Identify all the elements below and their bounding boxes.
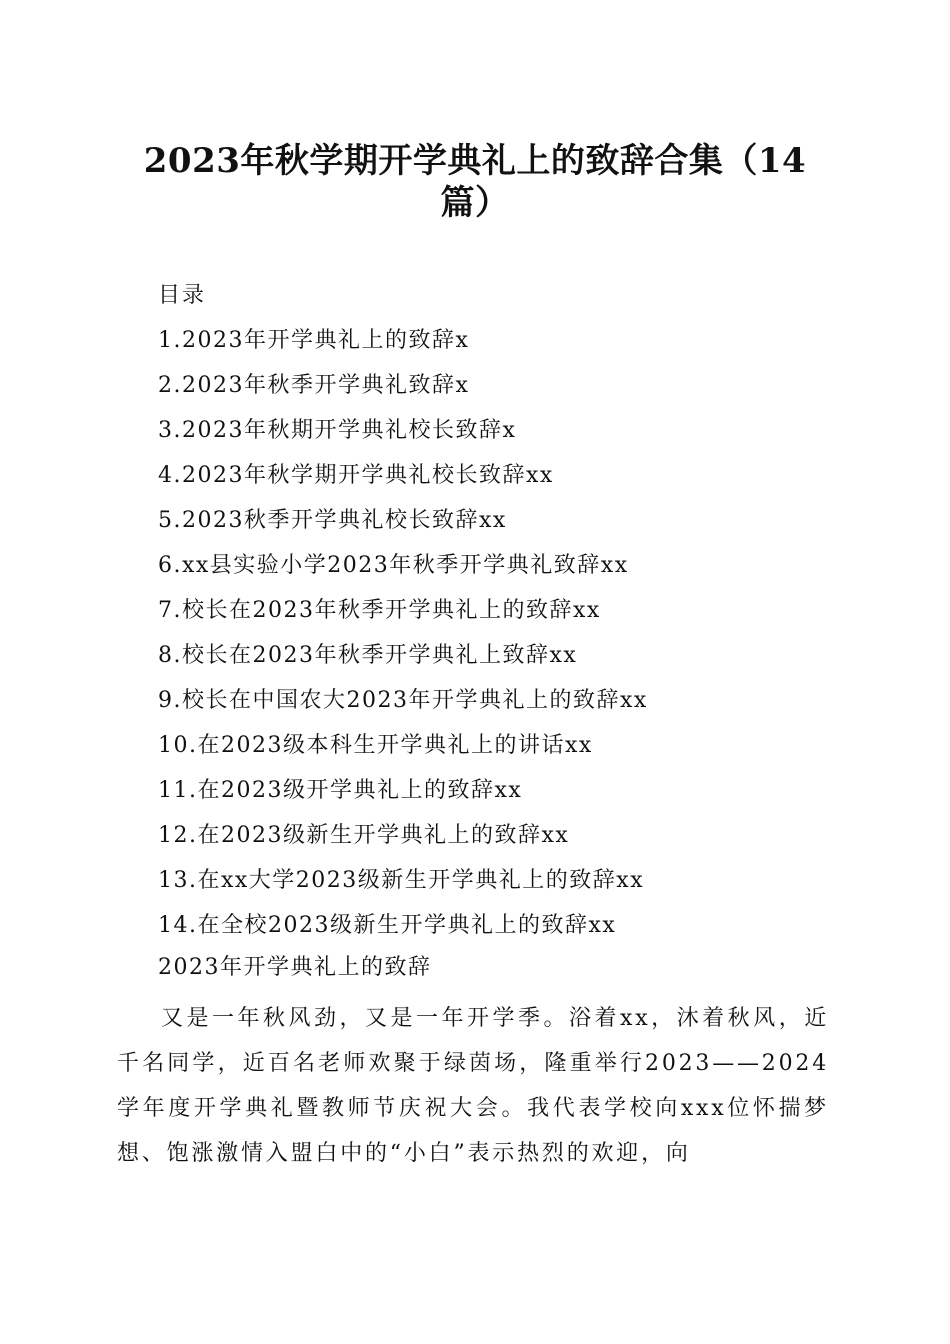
document-title: 2023年秋学期开学典礼上的致辞合集（14篇） [143,141,807,223]
section-title: 2023年开学典礼上的致辞 [158,955,432,980]
toc-item: 4.2023年秋学期开学典礼校长致辞xx [158,463,554,488]
toc-item: 2.2023年秋季开学典礼致辞x [158,373,470,398]
toc-item: 10.在2023级本科生开学典礼上的讲话xx [158,733,593,758]
toc-item: 1.2023年开学典礼上的致辞x [158,328,470,353]
toc-item: 11.在2023级开学典礼上的致辞xx [158,778,523,803]
toc-item: 8.校长在2023年秋季开学典礼上致辞xx [158,643,578,668]
toc-item: 9.校长在中国农大2023年开学典礼上的致辞xx [158,688,648,713]
toc-item: 14.在全校2023级新生开学典礼上的致辞xx [158,913,617,938]
toc-item: 6.xx县实验小学2023年秋季开学典礼致辞xx [158,553,629,578]
table-of-contents [158,325,648,955]
toc-item: 5.2023秋季开学典礼校长致辞xx [158,508,507,533]
toc-heading: 目录 [158,283,207,308]
body-paragraph: 又是一年秋风劲，又是一年开学季。浴着xx，沐着秋风，近千名同学，近百名老师欢聚于绿茵场，隆重举行2023——2024学年度开学典礼暨教师节庆祝大会。我代表学校向xxx位怀揣梦想、饱涨激情入盟白中的“小白”表示热烈的欢迎，向 [117,1006,829,1166]
toc-item: 13.在xx大学2023级新生开学典礼上的致辞xx [158,868,645,893]
toc-item: 12.在2023级新生开学典礼上的致辞xx [158,823,570,848]
toc-item: 3.2023年秋期开学典礼校长致辞x [158,418,517,443]
toc-item: 7.校长在2023年秋季开学典礼上的致辞xx [158,598,601,623]
